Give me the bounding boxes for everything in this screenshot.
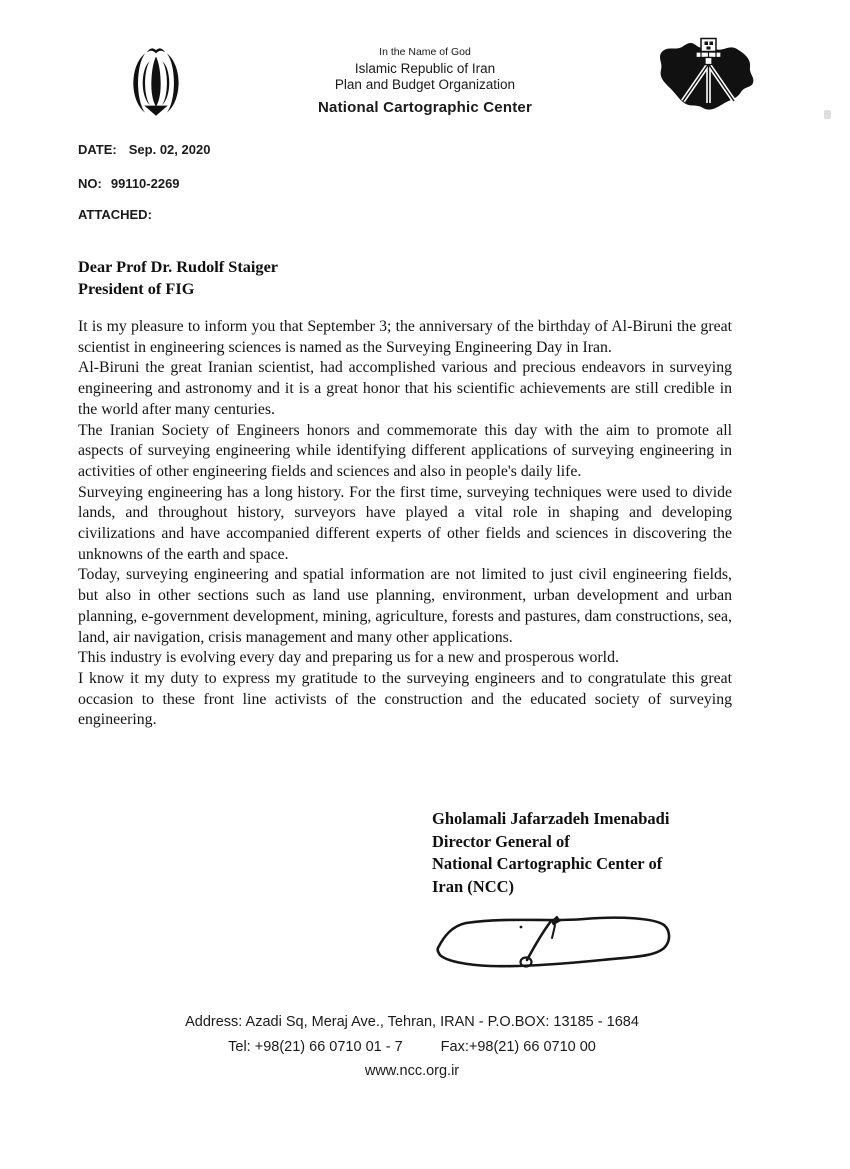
letter-body [78, 256, 732, 731]
letter-paragraphs [78, 317, 732, 731]
letter-paragraph: I know it my duty to express my gratitude to the surveying engineers and to congratulate this great occasion to these front line activists of the construction and the educated society of surveying engineering. [78, 669, 732, 729]
letter-paragraph: The Iranian Society of Engineers honors and commemorate this day with the aim to promote all aspects of surveying engineering while identifying different applications of surveying engineering in activities of other engineering fields and sciences and also in people's daily life. [78, 421, 732, 480]
date-value: Sep. 02, 2020 [128, 142, 211, 157]
header-organization: Plan and Budget Organization [334, 77, 516, 92]
iran-emblem-icon [114, 44, 198, 122]
number-label: NO: [78, 176, 102, 191]
signatory-name: Gholamali Jafarzadeh Imenabadi [432, 809, 670, 828]
scan-artifact [824, 110, 831, 119]
letter-paragraph: Today, surveying engineering and spatial information are not limited to just civil engineering fields, but also in other sections such as land use planning, environment, urban development and urban planning, e-government development, mining, agriculture, forests and pastures, dam constructions, sea, land, air navigation, crisis management and many other applications. [78, 566, 732, 646]
recipient-name: Dear Prof Dr. Rudolf Staiger [78, 257, 279, 276]
recipient-title: President of FIG [78, 279, 195, 298]
signatory-title-line: National Cartographic Center of [432, 854, 663, 873]
attached-line [78, 207, 152, 222]
header-center-name: National Cartographic Center [318, 99, 532, 116]
signature-block [432, 808, 669, 898]
ncc-map-logo-icon [655, 37, 761, 115]
letter-paragraph: Al-Biruni the great Iranian scientist, had accomplished various and precious endeavors in surveying engineering and astronomy and it is a great honor that his scientific achievements are still credible in the world after many centuries. [78, 359, 732, 418]
letter-paragraph: It is my pleasure to inform you that September 3; the anniversary of the birthday of Al-Biruni the great scientist in engineering sciences is named as the Surveying Engineering Day in Iran. [78, 318, 732, 356]
footer-website: www.ncc.org.ir [364, 1063, 460, 1079]
letterhead [275, 46, 575, 116]
attached-label: ATTACHED: [78, 207, 152, 222]
header-bismillah: In the Name of God [379, 46, 471, 58]
date-line [78, 142, 210, 157]
letter-footer [0, 1014, 824, 1079]
footer-tel-fax-line [0, 1039, 824, 1055]
signature-drawing [434, 914, 676, 972]
number-line [78, 176, 180, 191]
footer-fax: Fax:+98(21) 66 0710 00 [440, 1039, 596, 1055]
date-label: DATE: [78, 142, 117, 157]
letter-paragraph: Surveying engineering has a long history. For the first time, surveying techniques were used to divide lands, and throughout history, surveyors have played a vital role in shaping and developing civilizations and have accompanied different experts of other fields and sciences in discovering the unknowns of the earth and space. [78, 483, 732, 563]
letter-paragraph: This industry is evolving every day and preparing us for a new and prosperous world. [78, 649, 619, 667]
footer-tel: Tel: +98(21) 66 0710 01 - 7 [228, 1039, 403, 1055]
number-value: 99110-2269 [110, 176, 180, 191]
footer-address: Address: Azadi Sq, Meraj Ave., Tehran, IRAN - P.O.BOX: 13185 - 1684 [185, 1014, 639, 1030]
header-country: Islamic Republic of Iran [354, 61, 496, 76]
signatory-title-line: Director General of [432, 831, 570, 851]
signatory-title-line: Iran (NCC) [432, 876, 515, 896]
